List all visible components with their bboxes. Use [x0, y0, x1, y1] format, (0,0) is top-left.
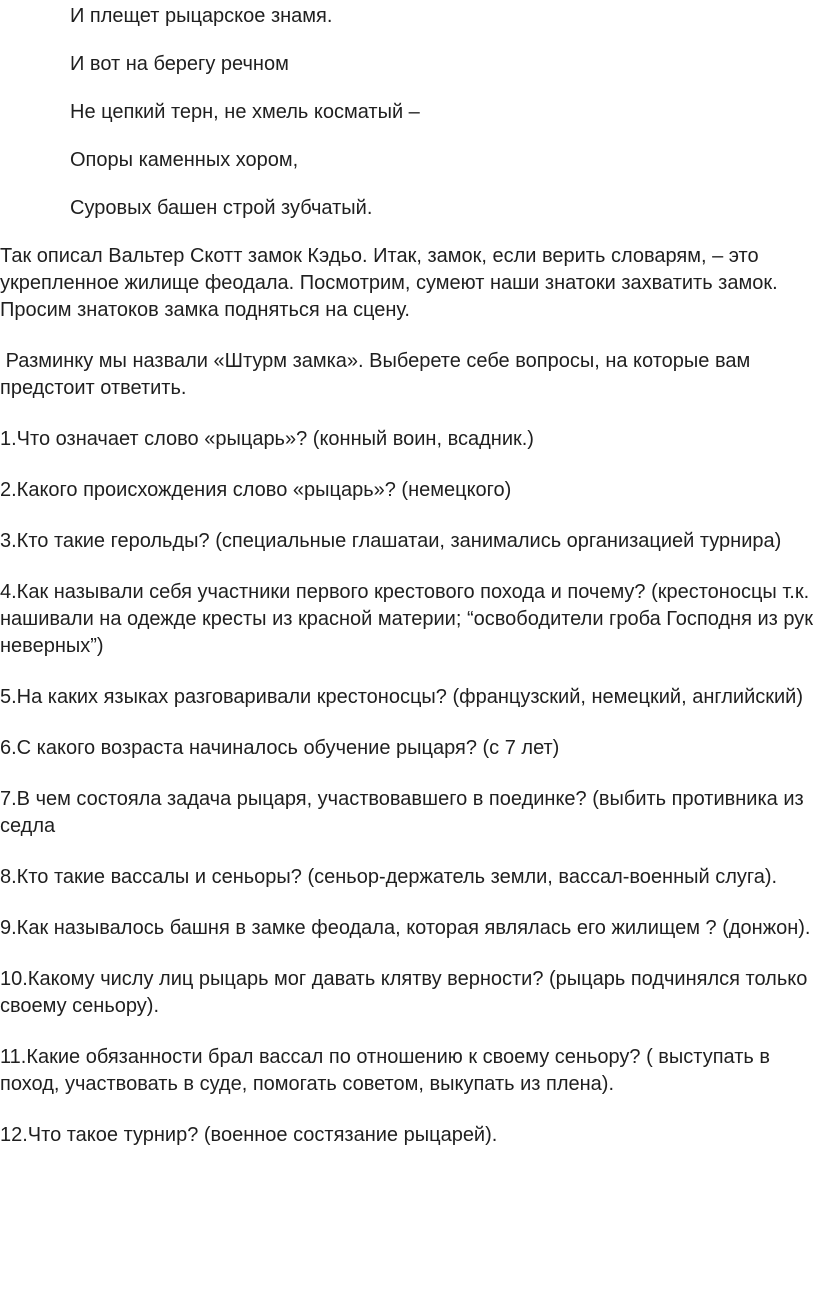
question-item: 11.Какие обязанности брал вассал по отношению к своему сеньору? ( выступать в поход, участвовать в суде, помогать советом, выкупать из плена). [0, 1046, 770, 1095]
poem-line: Не цепкий терн, не хмель косматый – [70, 101, 420, 123]
poem-line: И вот на берегу речном [70, 53, 289, 75]
question-item: 1.Что означает слово «рыцарь»? (конный воин, всадник.) [0, 428, 534, 450]
question-item: 2.Какого происхождения слово «рыцарь»? (немецкого) [0, 479, 512, 501]
poem-stanza [0, 0, 816, 222]
question-item: 12.Что такое турнир? (военное состязание рыцарей). [0, 1124, 498, 1146]
question-item: 3.Кто такие герольды? (специальные глашатаи, занимались организацией турнира) [0, 530, 782, 552]
question-item: 9.Как называлось башня в замке феодала, которая являлась его жилищем ? (донжон). [0, 917, 811, 939]
question-item: 7.В чем состояла задача рыцаря, участвовавшего в поединке? (выбить противника из седла [0, 788, 804, 837]
intro-paragraph: Так описал Вальтер Скотт замок Кэдьо. Итак, замок, если верить словарям, – это укрепленное жилище феодала. Посмотрим, сумеют наши знатоки захватить замок. Просим знатоков замка подняться на сцену. [0, 245, 778, 321]
question-item: 10.Какому числу лиц рыцарь мог давать клятву верности? (рыцарь подчинялся только своему сеньору). [0, 968, 808, 1017]
poem-line: Опоры каменных хором, [70, 149, 299, 171]
question-item: 5.На каких языках разговаривали крестоносцы? (французский, немецкий, английский) [0, 686, 803, 708]
question-item: 6.С какого возраста начиналось обучение рыцаря? (с 7 лет) [0, 737, 560, 759]
document-body [0, 243, 816, 1149]
poem-line: Суровых башен строй зубчатый. [70, 197, 373, 219]
question-item: 4.Как называли себя участники первого крестового похода и почему? (крестоносцы т.к. нашивали на одежде кресты из красной материи; “освободители гроба Господня из рук неверных”) [0, 581, 814, 657]
poem-line: И плещет рыцарское знамя. [70, 5, 333, 27]
question-item: 8.Кто такие вассалы и сеньоры? (сеньор-держатель земли, вассал-военный слуга). [0, 866, 778, 888]
warmup-paragraph: Разминку мы назвали «Штурм замка». Выберете себе вопросы, на которые вам предстоит ответить. [0, 350, 756, 399]
